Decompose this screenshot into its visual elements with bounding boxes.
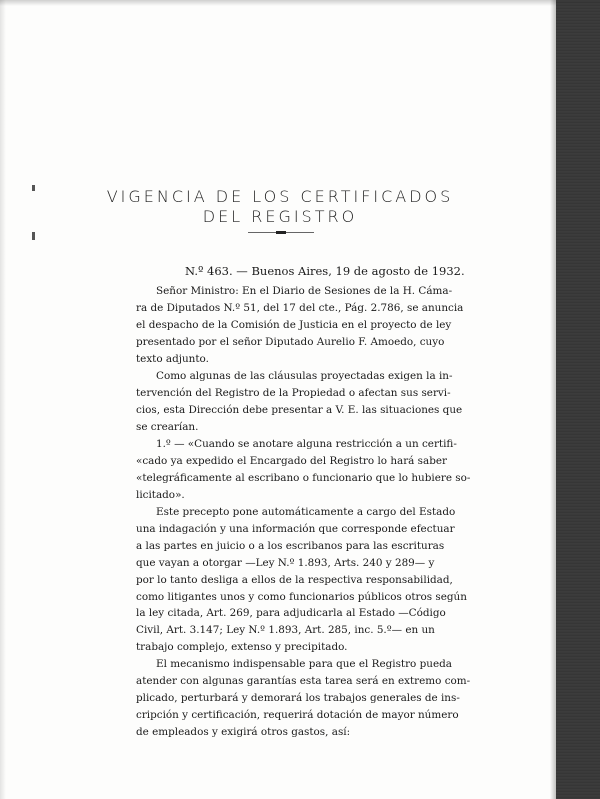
text-line: como litigantes unos y como funcionarios públicos otros según [136, 590, 467, 603]
text-line: a las partes en juicio o a los escribanos para las escrituras [136, 539, 445, 552]
document-heading: N.º 463. — Buenos Aires, 19 de agosto de 1932. [185, 264, 465, 278]
text-line: plicado, perturbará y demorará los trabajos generales de ins- [136, 691, 460, 704]
text-line: Civil, Art. 3.147; Ley N.º 1.893, Art. 285, inc. 5.º— en un [136, 624, 435, 637]
text-line: presentado por el señor Diputado Aurelio F. Amoedo, cuyo [136, 335, 445, 348]
binding-mark [32, 232, 35, 240]
text-line: ra de Diputados N.º 51, del 17 del cte., Pág. 2.786, se anuncia [136, 301, 464, 314]
text-line: tervención del Registro de la Propiedad o afectan sus servi- [136, 386, 451, 399]
page-left-gutter [0, 0, 6, 799]
text-line: que vayan a otorgar —Ley N.º 1.893, Arts. 240 y 289— y [136, 556, 435, 569]
text-line: trabajo complejo, extenso y precipitado. [136, 641, 348, 654]
document-title-line-1: VIGENCIA DE LOS CERTIFICADOS [106, 187, 454, 206]
body-paragraph-1 [136, 283, 464, 368]
title-ornament-divider [248, 231, 314, 235]
body-paragraph-5 [136, 656, 471, 741]
text-line: «telegráficamente al escribano o funcionario que lo hubiere so- [136, 471, 471, 484]
text-line: texto adjunto. [136, 352, 209, 365]
body-paragraph-4 [136, 504, 467, 656]
text-line: de empleados y exigirá otros gastos, así: [136, 725, 351, 738]
text-line: Señor Ministro: En el Diario de Sesiones de la H. Cáma- [156, 285, 453, 297]
text-line: atender con algunas garantías esta tarea será en extremo com- [136, 674, 471, 687]
text-line: cios, esta Dirección debe presentar a V. E. las situaciones que [136, 403, 463, 416]
body-paragraph-2 [136, 368, 463, 436]
page-right-scan-edge [556, 0, 600, 799]
text-line: licitado». [136, 488, 185, 501]
body-paragraph-3 [136, 436, 471, 504]
text-line: cripción y certificación, requerirá dotación de mayor número [136, 708, 459, 721]
text-line: la ley citada, Art. 269, para adjudicarla al Estado —Código [136, 607, 446, 620]
text-line: Este precepto pone automáticamente a cargo del Estado [156, 506, 456, 518]
page-top-shadow [0, 0, 600, 6]
text-line: El mecanismo indispensable para que el Registro pueda [156, 658, 452, 670]
text-line: «cado ya expedido el Encargado del Registro lo hará saber [136, 454, 447, 467]
text-line: 1.º — «Cuando se anotare alguna restricción a un certifi- [156, 438, 457, 450]
text-line: el despacho de la Comisión de Justicia en el proyecto de ley [136, 318, 452, 331]
text-line: por lo tanto desliga a ellos de la respectiva responsabilidad, [136, 573, 453, 586]
document-title-line-2: DEL REGISTRO [202, 207, 358, 226]
text-line: se crearían. [136, 420, 199, 433]
text-line: Como algunas de las cláusulas proyectadas exigen la in- [156, 370, 453, 382]
text-line: una indagación y una información que corresponde efectuar [136, 522, 455, 535]
